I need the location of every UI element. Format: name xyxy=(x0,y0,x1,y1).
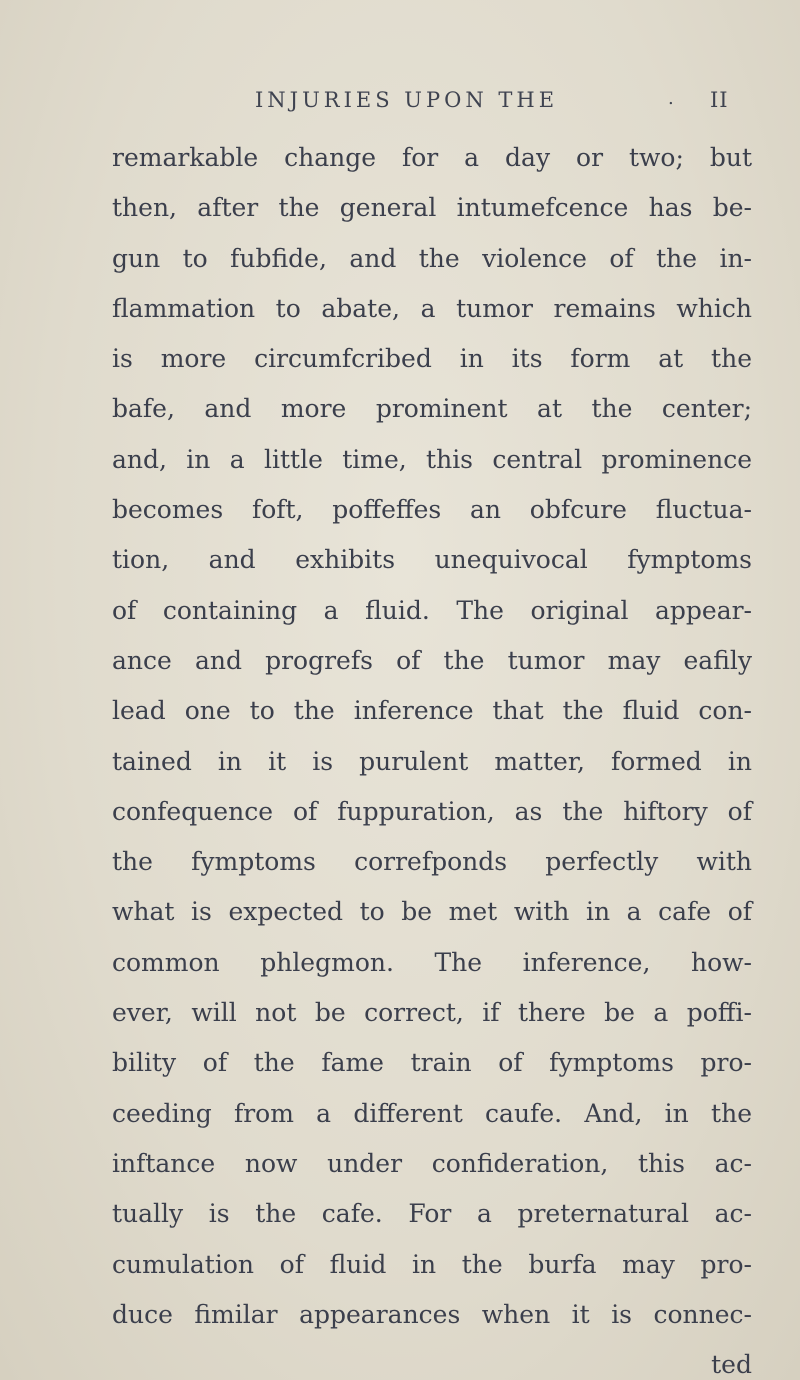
text-line: flammation to abate, a tumor remains which xyxy=(112,293,752,323)
text-line: gun to fubfide, and the violence of the in- xyxy=(112,243,752,273)
text-line: bility of the fame train of fymptoms pro- xyxy=(112,1048,752,1078)
text-line: the fymptoms correfponds perfectly with xyxy=(112,847,752,877)
text-line: is more circumfcribed in its form at the xyxy=(112,344,752,374)
text-line: inftance now under confideration, this ac- xyxy=(112,1148,752,1178)
catchword: ted xyxy=(711,1350,752,1380)
running-header xyxy=(0,88,800,138)
text-line: ceeding from a different caufe. And, in the xyxy=(112,1098,752,1128)
text-line: tained in it is purulent matter, formed in xyxy=(112,746,752,776)
header-separator: . xyxy=(668,88,674,109)
text-line: lead one to the inference that the fluid con- xyxy=(112,696,752,726)
text-line: tually is the cafe. For a preternatural ac- xyxy=(112,1199,752,1229)
text-line: duce fimilar appearances when it is connec- xyxy=(112,1299,752,1329)
text-line: ance and progrefs of the tumor may eafily xyxy=(112,645,752,675)
running-title: INJURIES UPON THE xyxy=(255,88,559,112)
text-line: bafe, and more prominent at the center; xyxy=(112,394,752,424)
text-line: becomes foft, poffeffes an obfcure fluctua- xyxy=(112,495,752,525)
body-text xyxy=(112,133,752,1380)
text-line: of containing a fluid. The original appear- xyxy=(112,595,752,625)
page-number: II xyxy=(710,88,729,112)
text-line: then, after the general intumefcence has be- xyxy=(112,193,752,223)
text-line: confequence of fuppuration, as the hiftory of xyxy=(112,796,752,826)
text-line: ever, will not be correct, if there be a poffi- xyxy=(112,998,752,1028)
text-line: what is expected to be met with in a cafe of xyxy=(112,897,752,927)
text-line: and, in a little time, this central prominence xyxy=(112,444,752,474)
text-line: common phlegmon. The inference, how- xyxy=(112,947,752,977)
text-line: remarkable change for a day or two; but xyxy=(112,143,752,172)
text-line: cumulation of fluid in the burfa may pro- xyxy=(112,1249,752,1279)
text-line: tion, and exhibits unequivocal fymptoms xyxy=(112,545,752,575)
